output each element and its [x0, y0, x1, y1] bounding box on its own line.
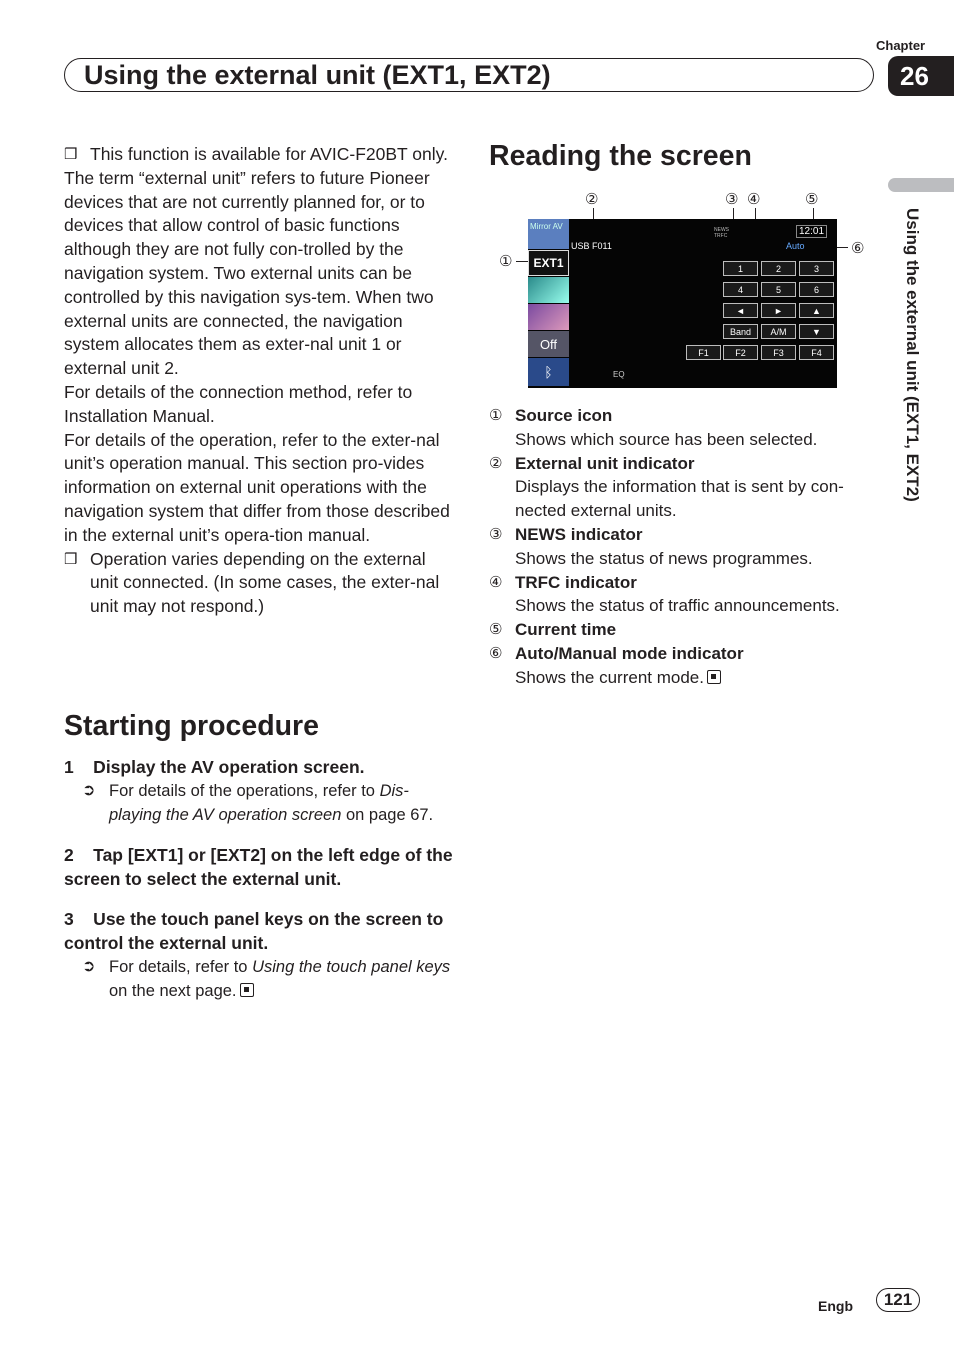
checkbox-icon: ❒: [64, 146, 78, 163]
mode-indicator: Auto: [786, 241, 805, 251]
key-4[interactable]: 4: [723, 282, 758, 297]
news-indicator: NEWS TRFC: [714, 227, 729, 239]
key-up[interactable]: ▲: [799, 303, 834, 318]
off-tile[interactable]: Off: [528, 331, 569, 357]
reading-screen-heading: Reading the screen: [489, 140, 752, 172]
language-code: Engb: [818, 1298, 853, 1314]
note-text: This function is available for AVIC-F20BT only.: [90, 144, 448, 164]
key-f4[interactable]: F4: [799, 345, 834, 360]
bluetooth-icon: ᛒ: [544, 364, 553, 380]
mirror-av-tile[interactable]: Mirror AV: [528, 219, 569, 249]
side-tab-text: Using the external unit (EXT1, EXT2): [903, 208, 922, 502]
side-tab: [888, 178, 954, 192]
screen-illustration: [528, 219, 837, 388]
legend-item: ④ TRFC indicator Shows the status of traffic announcements.: [489, 572, 840, 616]
key-6[interactable]: 6: [799, 282, 834, 297]
step-1: 1 Display the AV operation screen.: [64, 757, 365, 777]
cross-reference: Using the touch panel keys: [252, 958, 451, 976]
arrow-icon: ➲: [82, 958, 96, 975]
key-band[interactable]: Band: [723, 324, 758, 339]
screen-legend: [489, 404, 879, 690]
end-mark-icon: [240, 983, 254, 997]
callout-4: ④: [747, 191, 761, 208]
intro-paragraph: The term “external unit” refers to future Pioneer devices that are not currently planned for, or to devices that allow control of basic functions although they are not fully con-trolled by the navigation system. Two external units can be controlled by this navigation sys-tem. When two external units are connected, the navigation system allocates them as exter-nal unit 1 or external unit 2.: [64, 167, 434, 379]
external-unit-indicator: USB F011: [571, 241, 612, 251]
checkbox-icon: ❒: [64, 550, 78, 568]
legend-item: ① Source icon Shows which source has been selected.: [489, 406, 818, 449]
procedure-steps: [64, 755, 458, 1003]
key-3[interactable]: 3: [799, 261, 834, 276]
end-mark-icon: [707, 670, 721, 684]
eq-button[interactable]: EQ: [613, 370, 625, 379]
page-title: Using the external unit (EXT1, EXT2): [84, 60, 551, 90]
step-1-note: ➲ For details of the operations, refer to Dis-playing the AV operation screen on page 67.: [64, 779, 454, 827]
trfc-indicator: TRFC: [714, 233, 728, 239]
key-2[interactable]: 2: [761, 261, 796, 276]
note-availability: [64, 143, 454, 167]
left-column: [64, 143, 454, 619]
legend-item: ⑥ Auto/Manual mode indicator Shows the current mode.: [489, 643, 744, 687]
key-f1[interactable]: F1: [686, 345, 721, 360]
cross-reference: Dis-playing the AV operation screen: [109, 782, 409, 824]
key-am[interactable]: A/M: [761, 324, 796, 339]
page-number: 121: [876, 1288, 920, 1312]
legend-item: ② External unit indicator Displays the information that is sent by con-nected external units.: [489, 453, 844, 521]
connection-paragraph: For details of the connection method, refer to Installation Manual.: [64, 381, 413, 426]
key-f3[interactable]: F3: [761, 345, 796, 360]
starting-procedure-heading: Starting procedure: [64, 710, 319, 742]
bluetooth-tile[interactable]: [528, 358, 569, 386]
legend-item: ③ NEWS indicator Shows the status of news programmes.: [489, 524, 813, 568]
callout-3: ③: [725, 191, 739, 208]
note-text: Operation varies depending on the external unit connected. (In some cases, the exter-nal unit may not respond.): [90, 548, 440, 617]
note-varies: [64, 548, 454, 619]
legend-item: ⑤ Current time: [489, 620, 617, 640]
source-icon[interactable]: EXT1: [528, 250, 569, 276]
key-right[interactable]: ►: [761, 303, 796, 318]
operation-paragraph: For details of the operation, refer to the exter-nal unit’s operation manual. This section pro-vides information on external unit operations with the navigation system that differ from those described in the external unit’s opera-tion manual.: [64, 429, 450, 545]
step-2: 2 Tap [EXT1] or [EXT2] on the left edge of the screen to select the external unit.: [64, 845, 458, 889]
am-tile[interactable]: [528, 304, 569, 330]
fm-tile[interactable]: [528, 277, 569, 303]
callout-5: ⑤: [805, 191, 819, 208]
key-1[interactable]: 1: [723, 261, 758, 276]
key-down[interactable]: ▼: [799, 324, 834, 339]
leader-line: [516, 261, 528, 262]
callout-1: ①: [499, 253, 513, 270]
step-3-note: ➲ For details, refer to Using the touch panel keys on the next page.: [64, 955, 454, 1003]
key-5[interactable]: 5: [761, 282, 796, 297]
key-f2[interactable]: F2: [723, 345, 758, 360]
chapter-number: 26: [888, 56, 954, 96]
key-left[interactable]: ◄: [723, 303, 758, 318]
arrow-icon: ➲: [82, 782, 96, 799]
current-time: 12:01: [796, 225, 827, 238]
step-3: 3 Use the touch panel keys on the screen to control the external unit.: [64, 909, 449, 953]
callout-2: ②: [585, 191, 599, 208]
chapter-label: Chapter: [876, 38, 926, 53]
callout-6: ⑥: [851, 240, 865, 257]
